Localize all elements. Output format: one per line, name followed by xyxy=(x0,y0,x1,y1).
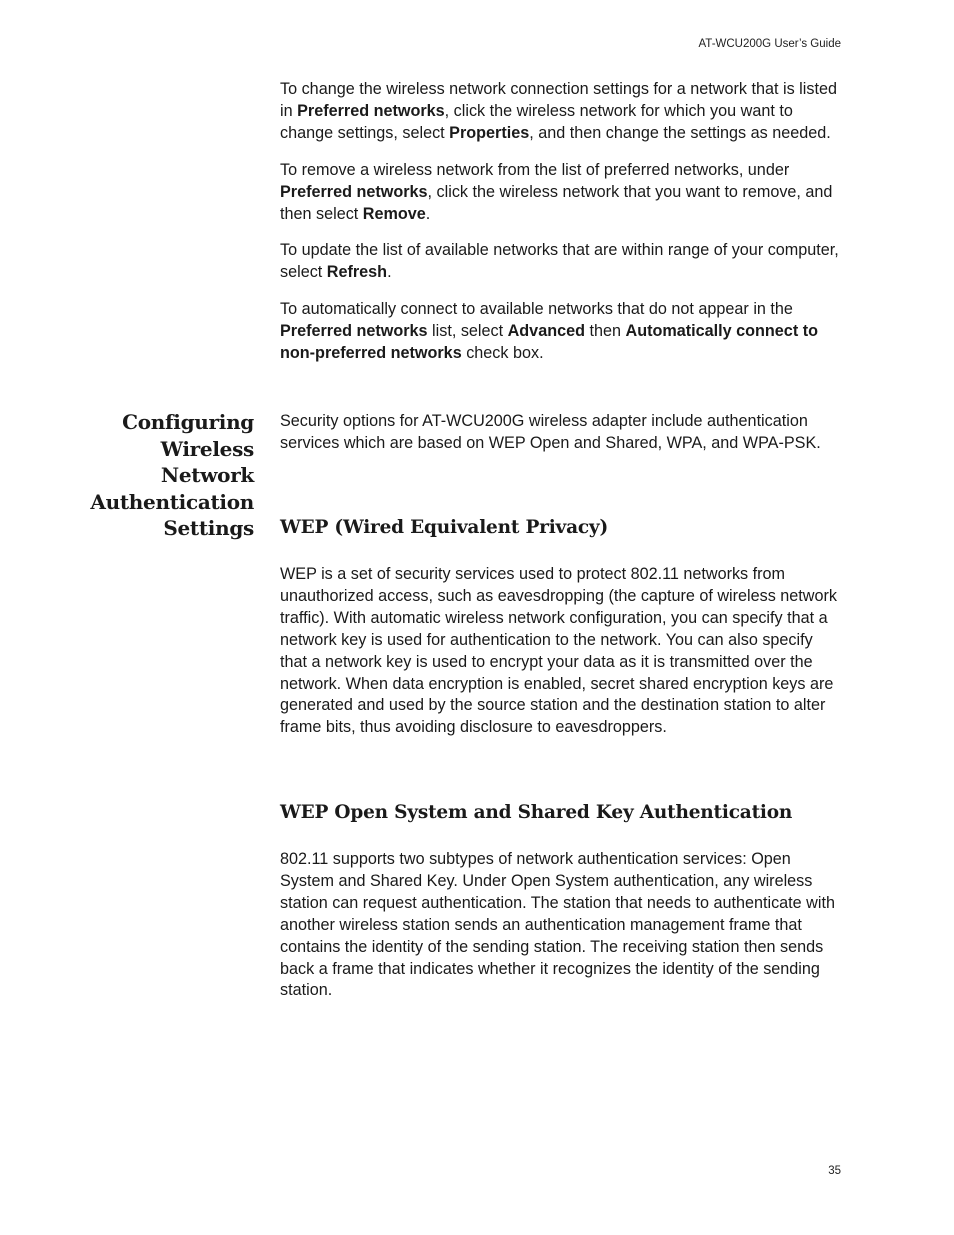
paragraph-text: To automatically connect to available networks that do not appear in the xyxy=(280,300,793,319)
paragraph-text: , click the wireless network that you want to remove, and then select xyxy=(280,182,833,223)
preferred-networks-properties-paragraph xyxy=(280,79,842,145)
intro-block xyxy=(280,79,842,380)
bold-ui-term: Preferred networks xyxy=(280,182,428,201)
paragraph-text: then xyxy=(584,322,626,341)
wep-paragraph xyxy=(280,564,842,739)
refresh-networks-paragraph xyxy=(280,240,842,284)
wep-open-shared-heading: WEP Open System and Shared Key Authentication xyxy=(280,802,793,823)
running-header: AT-WCU200G User’s Guide xyxy=(698,38,841,50)
wep-open-shared-paragraph xyxy=(280,849,842,1002)
security-options-paragraph xyxy=(280,411,842,455)
section-heading-line: Settings xyxy=(163,516,254,540)
paragraph-text: To remove a wireless network from the list of preferred networks, under xyxy=(280,160,790,179)
security-options-text: Security options for AT-WCU200G wireless adapter include authentication services which are based on WEP Open and Shared, WPA, and WPA-PSK. xyxy=(280,412,821,452)
section-heading xyxy=(64,409,254,542)
bold-ui-term: Preferred networks xyxy=(297,101,445,120)
paragraph-text: To update the list of available networks that are within range of your computer, select xyxy=(280,241,839,282)
paragraph-text: . xyxy=(387,263,392,282)
bold-ui-term: Automatically connect to non-preferred networks xyxy=(280,322,818,363)
section-heading-line: Configuring xyxy=(122,410,254,434)
paragraph-text: , and then change the settings as needed. xyxy=(529,123,831,142)
section-heading-line: Authentication xyxy=(90,489,254,514)
bold-ui-term: Preferred networks xyxy=(280,322,428,341)
auto-connect-paragraph xyxy=(280,299,842,365)
section-heading-line: Wireless xyxy=(160,436,254,461)
bold-ui-term: Properties xyxy=(449,123,530,142)
section-heading-line: Network xyxy=(160,463,254,487)
paragraph-text: . xyxy=(425,204,431,223)
page-number: 35 xyxy=(828,1165,841,1177)
bold-ui-term: Refresh xyxy=(326,263,388,282)
paragraph-text: , click the wireless network for which you want to change settings, select xyxy=(280,101,793,142)
wep-text: WEP is a set of security services used to protect 802.11 networks from unauthorized access, such as eavesdropping (the capture of wireless network traffic). With automatic wireless network configuration, you can specify that a network key is used for authentication to the network. You can also specify that a network key is used to encrypt your data as it is transmitted over the network. When data encryption is enabled, secret shared encryption keys are generated and used by the source station and the destination station to alter frame bits, thus avoiding disclosure to eavesdroppers. xyxy=(280,565,837,737)
bold-ui-term: Advanced xyxy=(507,322,585,341)
wep-heading: WEP (Wired Equivalent Privacy) xyxy=(280,517,609,538)
wep-open-shared-text: 802.11 supports two subtypes of network authentication services: Open System and Shared Key. Under Open System authentication, any wireless station can request authentication. The station that needs to authenticate with another wireless station sends an authentication management frame that contains the identity of the sending station. The receiving station then sends back a frame that indicates whether it recognizes the identity of the sending station. xyxy=(280,850,835,1000)
bold-ui-term: Remove xyxy=(362,204,426,223)
remove-network-paragraph xyxy=(280,160,842,226)
paragraph-text: check box. xyxy=(461,344,544,363)
paragraph-text: To change the wireless network connection settings for a network that is listed in xyxy=(280,80,837,120)
paragraph-text: list, select xyxy=(427,322,508,341)
